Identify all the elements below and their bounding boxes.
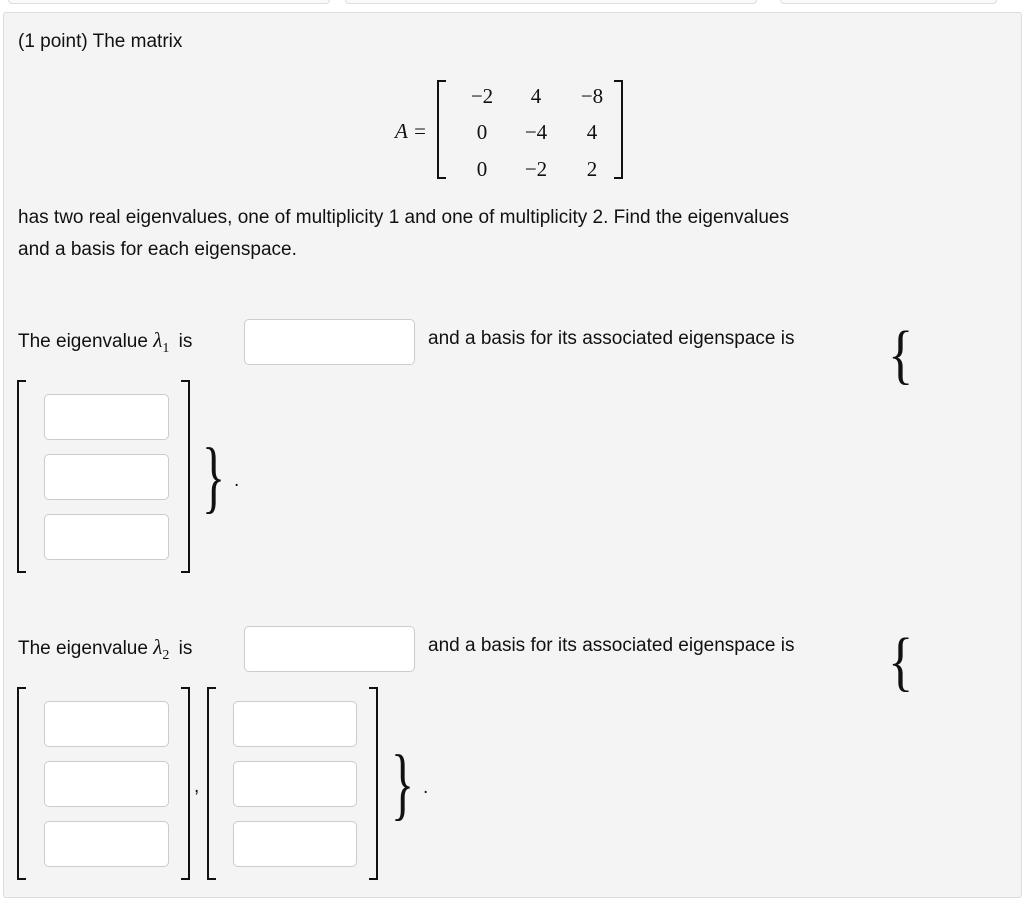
q2-vector2-entry-1[interactable]	[233, 701, 357, 747]
is-text: is	[178, 331, 193, 352]
eigenvalue-2-label	[18, 635, 192, 664]
problem-line-2: and a basis for each eigenspace.	[18, 239, 297, 260]
browser-tab	[345, 0, 757, 4]
label-text: The eigenvalue	[18, 638, 148, 659]
matrix-cell: −2	[470, 84, 494, 108]
q1-vector-entry-1[interactable]	[44, 394, 169, 440]
period: .	[423, 777, 429, 798]
browser-tab	[8, 0, 330, 4]
q2-vector1-entry-2[interactable]	[44, 761, 169, 807]
lambda-subscript: 1	[162, 340, 170, 356]
vector-right-bracket	[181, 687, 190, 880]
lambda-subscript: 2	[162, 647, 170, 663]
matrix-cell: 4	[586, 120, 598, 144]
q1-vector-entry-2[interactable]	[44, 454, 169, 500]
close-brace-icon: }	[202, 433, 226, 521]
matrix-left-bracket	[437, 80, 446, 179]
matrix-cell: −2	[524, 157, 548, 181]
matrix-cell: −4	[524, 120, 548, 144]
lambda-symbol: λ	[153, 635, 163, 659]
matrix-cell: 4	[530, 84, 542, 108]
period: .	[234, 470, 240, 491]
matrix-right-bracket	[614, 80, 623, 179]
eigenspace-1-text: and a basis for its associated eigenspace is	[428, 328, 795, 349]
open-brace-icon: {	[888, 625, 914, 698]
q2-vector2-entry-3[interactable]	[233, 821, 357, 867]
eigenvalue-2-input[interactable]	[244, 626, 415, 672]
eigenspace-2-text: and a basis for its associated eigenspace is	[428, 635, 795, 656]
eigenvalue-1-input[interactable]	[244, 319, 415, 365]
matrix-cell: 0	[476, 120, 488, 144]
eigenvalue-1-label	[18, 328, 192, 357]
browser-tab	[780, 0, 997, 4]
is-text: is	[178, 638, 193, 659]
matrix-label: A =	[395, 119, 427, 143]
lambda-symbol: λ	[153, 328, 163, 352]
vector-left-bracket	[17, 687, 26, 880]
matrix-cell: 0	[476, 157, 488, 181]
problem-intro: (1 point) The matrix	[18, 31, 183, 52]
close-brace-icon: }	[391, 740, 415, 828]
vector-right-bracket	[181, 380, 190, 573]
q2-vector1-entry-1[interactable]	[44, 701, 169, 747]
matrix-cell: 2	[586, 157, 598, 181]
vector-left-bracket	[17, 380, 26, 573]
vector-right-bracket	[369, 687, 378, 880]
q2-vector1-entry-3[interactable]	[44, 821, 169, 867]
comma: ,	[194, 776, 200, 797]
q1-vector-entry-3[interactable]	[44, 514, 169, 560]
open-brace-icon: {	[888, 318, 914, 391]
label-text: The eigenvalue	[18, 331, 148, 352]
vector-left-bracket	[207, 687, 216, 880]
matrix-cell: −8	[580, 84, 604, 108]
problem-line-1: has two real eigenvalues, one of multiplicity 1 and one of multiplicity 2. Find the eigenvalues	[18, 207, 789, 228]
q2-vector2-entry-2[interactable]	[233, 761, 357, 807]
